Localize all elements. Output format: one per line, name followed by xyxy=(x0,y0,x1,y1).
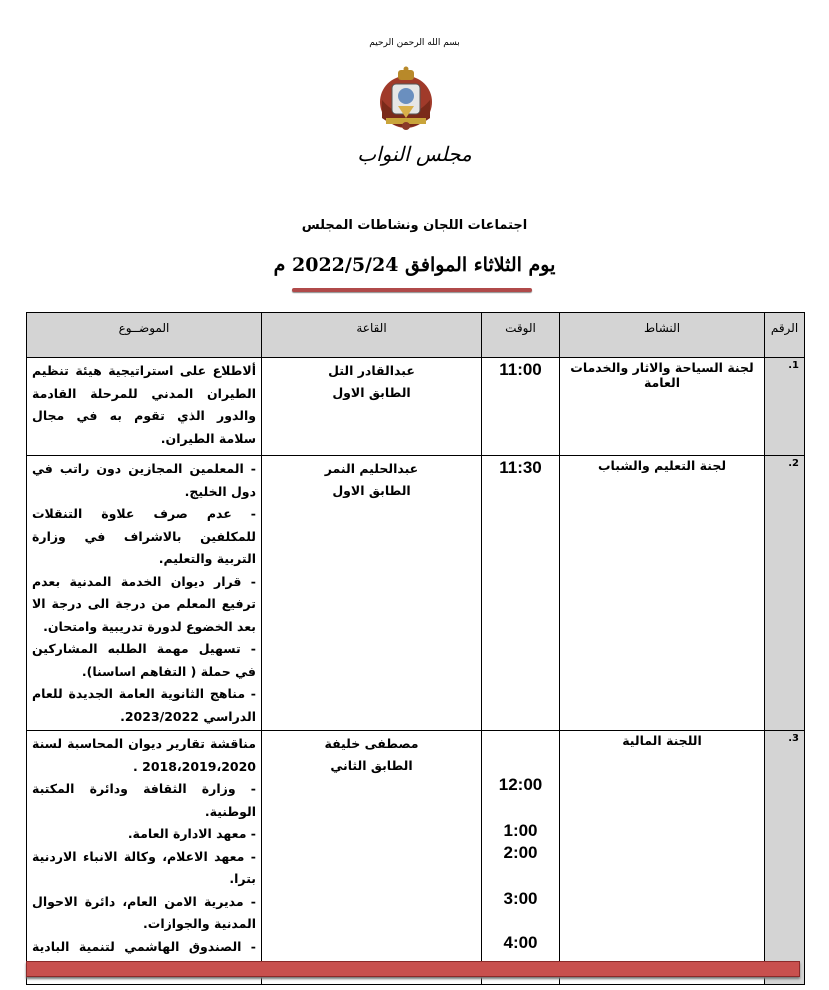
coat-of-arms-icon xyxy=(378,66,434,132)
row-time: 11:00 xyxy=(482,358,560,456)
room-name: مصطفى خليفة xyxy=(324,736,419,751)
row-topic xyxy=(27,731,262,985)
row-number: 2. xyxy=(765,456,805,731)
room-name: عبدالقادر التل xyxy=(328,363,415,378)
table-row xyxy=(27,358,805,456)
topic-item: - مناهج الثانوية العامة الجديدة للعام الدراسي 2023/2022. xyxy=(32,686,256,724)
row-number: 3. xyxy=(765,731,805,985)
row-activity: لجنة السياحة والاثار والخدمات العامة xyxy=(560,358,765,456)
document-date: يوم الثلاثاء الموافق 2022/5/24 م xyxy=(273,254,556,276)
row-activity: اللجنة المالية xyxy=(560,731,765,985)
row-room xyxy=(262,731,482,985)
topic-item: - قرار ديوان الخدمة المدنية بعدم ترفيع المعلم من درجة الى درجة الا بعد الخضوع لدورة تدريبية وامتحان. xyxy=(32,573,256,634)
header-number: الرقم xyxy=(765,313,805,358)
room-floor: الطابق الاول xyxy=(332,385,411,400)
topic-item: - معهد الاعلام، وكالة الانباء الاردنية بترا. xyxy=(32,848,256,886)
row-time xyxy=(482,731,560,985)
topic-item: - تسهيل مهمة الطلبه المشاركين في حملة ( التفاهم اساسنا). xyxy=(32,641,256,679)
topic-item: - المعلمين المجازين دون راتب في دول الخليج. xyxy=(32,461,256,499)
header-topic: الموضــوع xyxy=(27,313,262,358)
topic-item: - الصندوق الهاشمي لتنمية البادية xyxy=(32,938,256,954)
document-subtitle: اجتماعات اللجان ونشاطات المجلس xyxy=(301,218,528,233)
topic-item: - مديرية الامن العام، دائرة الاحوال المدنية والجوازات. xyxy=(32,893,256,931)
time-slot: 1:00 xyxy=(503,821,538,840)
room-name: عبدالحليم النمر xyxy=(324,461,419,476)
topic-item: مناقشة تقارير ديوان المحاسبة لسنة 2018،2019،2020 . xyxy=(32,736,256,774)
topic-item: - وزارة الثقافة ودائرة المكتبة الوطنية. xyxy=(32,781,256,819)
time-slot: 12:00 xyxy=(498,775,543,794)
row-time: 11:30 xyxy=(482,456,560,731)
row-topic xyxy=(27,358,262,456)
row-activity: لجنة التعليم والشباب xyxy=(560,456,765,731)
header-activity: النشاط xyxy=(560,313,765,358)
row-room xyxy=(262,358,482,456)
table-header-row xyxy=(27,313,805,358)
room-floor: الطابق الثاني xyxy=(330,758,413,773)
topic-item: - عدم صرف علاوة التنقلات للمكلفين بالاشراف في وزارة التربية والتعليم. xyxy=(32,506,256,566)
table-row xyxy=(27,731,805,985)
topic-item: - معهد الادارة العامة. xyxy=(127,826,256,841)
time-slot: 3:00 xyxy=(503,889,538,908)
basmala-text: بسم الله الرحمن الرحيم xyxy=(369,38,460,48)
topic-item: ألاطلاع على استراتيجية هيئة تنظيم الطيران المدني للمرحلة القادمة والدور الذي تقوم به في مجال سلامة الطيران. xyxy=(32,363,256,446)
schedule-table xyxy=(26,312,805,985)
row-number: 1. xyxy=(765,358,805,456)
header-room: القاعة xyxy=(262,313,482,358)
row-room xyxy=(262,456,482,731)
time-slot: 2:00 xyxy=(503,843,538,862)
footer-bar xyxy=(26,961,800,977)
time-slot: 4:00 xyxy=(503,933,538,952)
table-row xyxy=(27,456,805,731)
date-underline-divider xyxy=(292,288,532,292)
header-time: الوقت xyxy=(482,313,560,358)
parliament-name: مجلس النواب xyxy=(357,142,472,166)
row-topic xyxy=(27,456,262,731)
room-floor: الطابق الاول xyxy=(332,483,411,498)
